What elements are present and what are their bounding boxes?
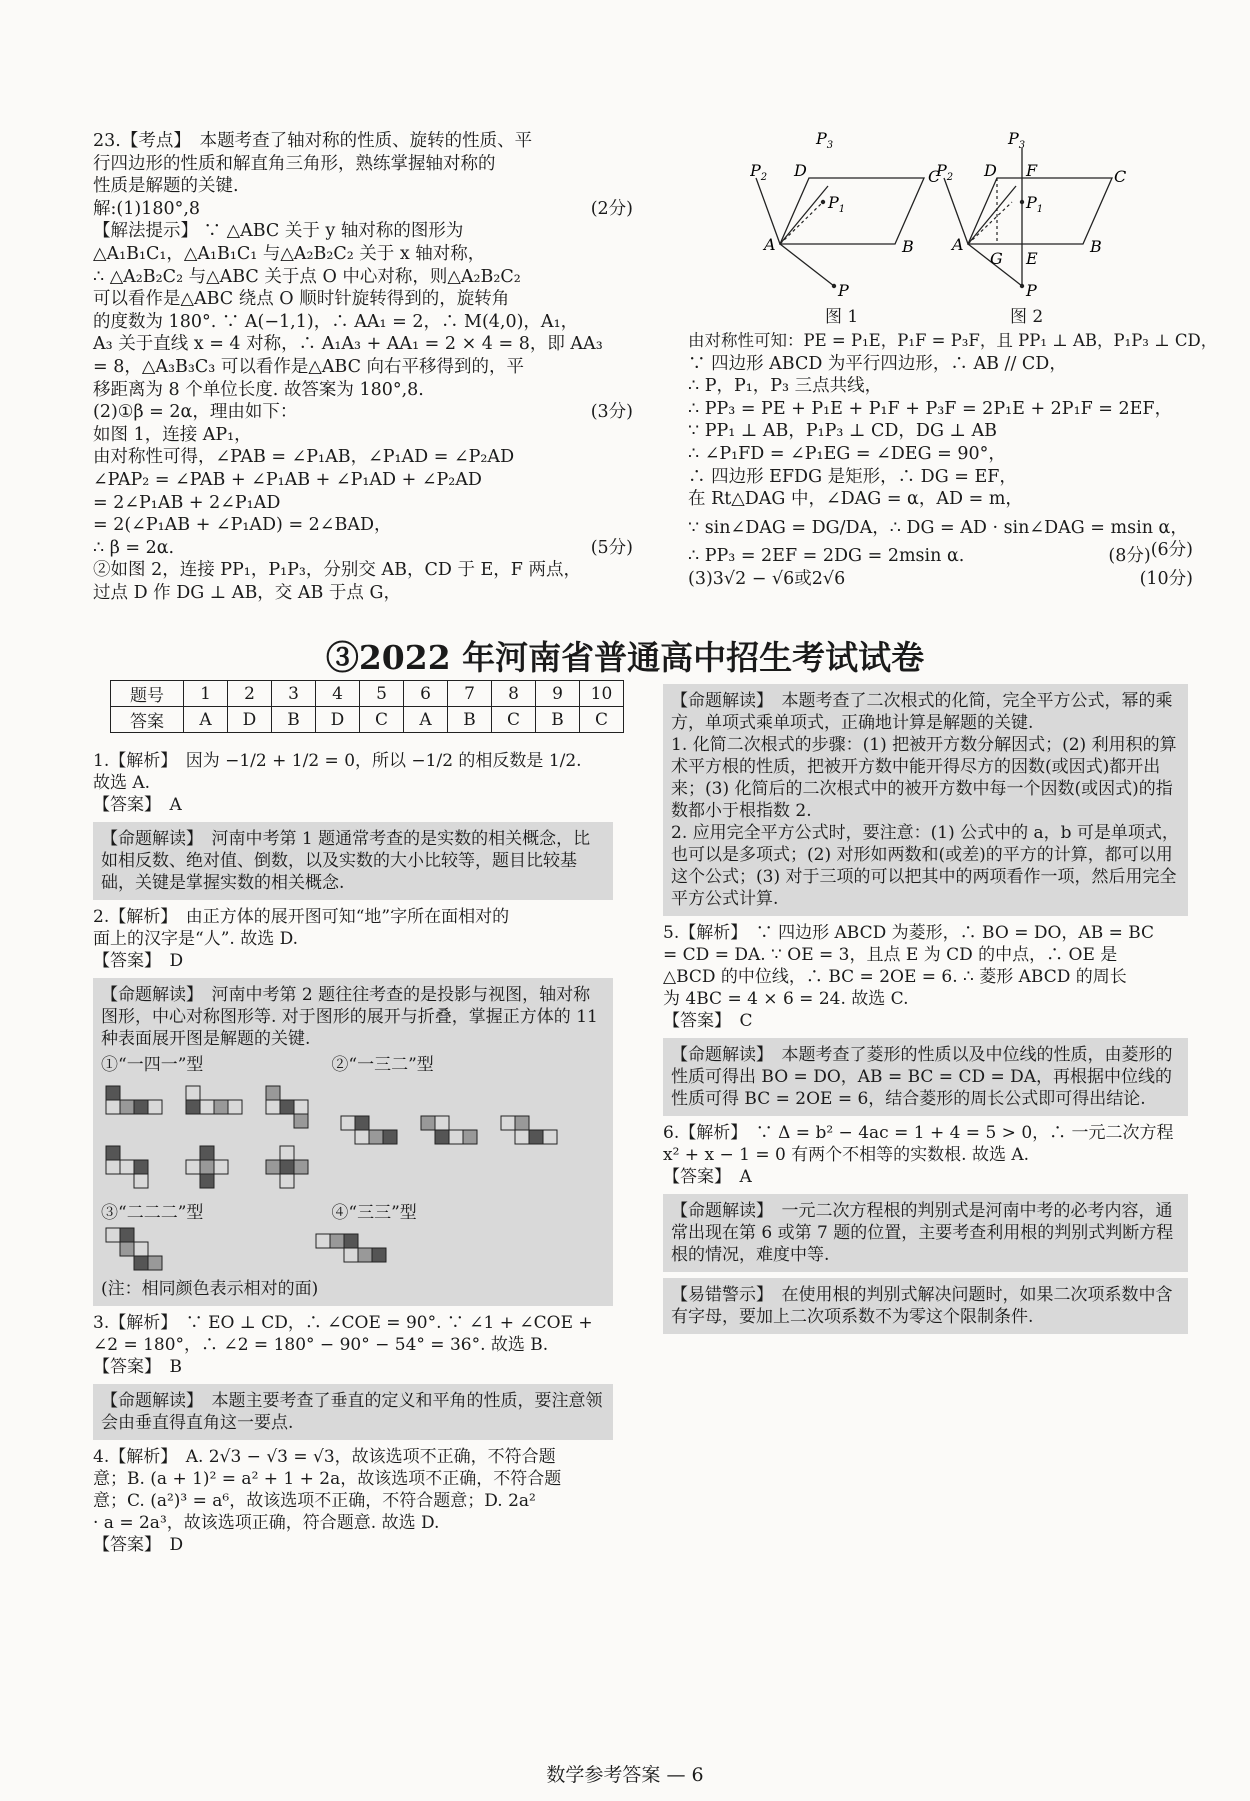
q23-line: 行四边形的性质和解直角三角形，熟练掌握轴对称的: [93, 153, 496, 174]
q6-reading: [663, 1194, 1188, 1272]
part2-line: = 2(∠P₁AB + ∠P₁AD) = 2∠BAD，: [93, 515, 392, 536]
number-cell: 5: [360, 681, 404, 707]
q2-reading-text: 【命题解读】 河南中考第 2 题往往考查的是投影与视图，轴对称图形，中心对称图形等. 对于图形的展开与折叠，掌握正方体的 11 种表面展开图是解题的关键.: [101, 985, 598, 1049]
q2-line: 2.【解析】 由正方体的展开图可知“地”字所在面相对的: [93, 907, 510, 927]
page-footer: 数学参考答案 — 6: [546, 1764, 704, 1786]
number-cell: 3: [272, 681, 316, 707]
q4-line: 4.【解析】 A. 2√3 − √3 = √3，故该选项不正确，不符合题: [93, 1447, 556, 1467]
q5-line: = CD = DA. ∵ OE = 3，且点 E 为 CD 的中点，∴ OE 是: [663, 945, 1118, 965]
score: (5分): [590, 537, 633, 558]
q5-reading-text: 【命题解读】 本题考查了菱形的性质以及中位线的性质，由菱形的性质可得出 BO = DO，AB = BC = CD = DA，再根据中位线的性质可得 BC = 2OE = 6，结合菱形的周长公式即可得出结论.: [671, 1045, 1173, 1109]
reading-point-1: 1. 化简二次根式的步骤：(1) 把被开方数分解因式；(2) 利用积的算术平方根的性质，把被开方数中能开得尽方的因数(或因式)都开出来；(3) 化简后的二次根式中的被开方数中每一个因数(或因式)的指数都小于根指数 2.: [671, 735, 1177, 821]
answer-cell: C: [360, 707, 404, 733]
reading-point-2: 2. 应用完全平方公式时，要注意：(1) 公式中的 a，b 可是单项式，也可以是多项式；(2) 对形如两数和(或差)的平方的计算，都可以用这个公式；(3) 对于三项的可以把其中的两项看作一项，然后用完全平方公式计算.: [671, 823, 1179, 909]
right-line: 由对称性可知：PE = P₁E，P₁F = P₃F，且 PP₁ ⊥ AB，P₁P₃ ⊥ CD，: [688, 331, 1218, 350]
q4-line: 意；B. (a + 1)² = a² + 1 + 2a，故该选项不正确，不符合题: [93, 1469, 562, 1489]
q1-line: 故选 A.: [93, 773, 151, 793]
q6-line: 6.【解析】 ∵ Δ = b² − 4ac = 1 + 4 = 5 > 0，∴ 一元二次方程: [663, 1123, 1174, 1143]
section-title: ③2022 年河南省普通高中招生考试试卷: [325, 638, 925, 677]
svg-text:G: G: [990, 249, 1003, 268]
q23-left: [93, 130, 633, 604]
pp3-line: ∴ PP₃ = 2EF = 2DG = 2msin α.: [688, 546, 965, 567]
answer-table-row-numbers: [111, 681, 624, 707]
net-note: (注：相同颜色表示相对的面): [101, 1279, 319, 1299]
answer-cell: B: [272, 707, 316, 733]
number-cell: 4: [316, 681, 360, 707]
number-cell: 2: [228, 681, 272, 707]
figure-1-caption: 图 1: [825, 307, 859, 327]
q4-line: 意；C. (a²)³ = a⁶，故该选项不正确，不符合题意；D. 2a²: [93, 1491, 536, 1511]
q2-answer: 【答案】 D: [93, 951, 184, 971]
part2b-line: 过点 D 作 DG ⊥ AB，交 AB 于点 G，: [93, 582, 401, 603]
q6-warning: [663, 1278, 1188, 1334]
q23-line: 解:(1)180°,8: [93, 198, 201, 219]
figure-2: [935, 129, 1126, 300]
cube-nets-row2: [101, 1224, 601, 1272]
net-type-label: ④“三三”型: [331, 1203, 417, 1223]
q1-reading-text: 【命题解读】 河南中考第 1 题通常考查的是实数的相关概念，比如相反数、绝对值、倒数，以及实数的大小比较等，题目比较基础，关键是掌握实数的相关概念.: [101, 829, 591, 893]
cube-nets-row1: [101, 1076, 601, 1196]
right-line: ∴ 四边形 EFDG 是矩形，∴ DG = EF，: [688, 466, 1017, 487]
score: (8分): [1108, 546, 1151, 567]
q3-line: 3.【解析】 ∵ EO ⊥ CD，∴ ∠COE = 90°. ∵ ∠1 + ∠COE +: [93, 1313, 593, 1333]
hint-line: 可以看作是△ABC 绕点 O 顺时针旋转得到的，旋转角: [93, 289, 510, 310]
svg-text:E: E: [1026, 249, 1038, 268]
svg-text:P3: $P_3$: [816, 129, 834, 151]
q6-warning-text: 【易错警示】 在使用根的判别式解决问题时，如果二次项系数中含有字母，要加上二次项系数不为零这个限制条件.: [671, 1285, 1173, 1327]
net-type-label: ②“一三二”型: [331, 1055, 434, 1075]
hint-line: A₃ 关于直线 x = 4 对称，∴ A₁A₃ + AA₁ = 2 × 4 = 8，即 AA₃: [93, 334, 603, 355]
number-cell: 8: [492, 681, 536, 707]
svg-text:A: A: [952, 235, 964, 254]
part2b-line: ②如图 2，连接 PP₁，P₁P₃，分别交 AB，CD 于 E，F 两点，: [93, 560, 581, 581]
q3-reading: [93, 1384, 613, 1440]
answer-table: [110, 680, 624, 733]
score: (10分): [1139, 568, 1193, 589]
sin-line: ∵ sin∠DAG = DG/DA，∴ DG = AD · sin∠DAG = msin α，: [688, 517, 1188, 538]
answer-cell: B: [536, 707, 580, 733]
q23-line: 性质是解题的关键.: [93, 176, 239, 197]
svg-text:P: P: [838, 281, 849, 300]
answer-table-row-answers: [111, 707, 624, 733]
svg-text:D: D: [984, 161, 997, 180]
part3-line: (3)3√2 − √6或2√6: [688, 568, 846, 589]
q1-reading: [93, 822, 613, 900]
q5-line: 5.【解析】 ∵ 四边形 ABCD 为菱形，∴ BO = DO，AB = BC: [663, 923, 1155, 943]
hint-line: 【解法提示】 ∵ △ABC 关于 y 轴对称的图形为: [93, 221, 464, 242]
svg-text:C: C: [1114, 167, 1127, 186]
part2-line: = 2∠P₁AB + 2∠P₁AD: [93, 492, 281, 513]
right-line: ∴ P，P₁，P₃ 三点共线，: [688, 376, 883, 397]
svg-text:P1: $P_1$: [1026, 193, 1044, 215]
svg-text:P2: $P_2$: [936, 161, 954, 183]
q3-line: ∠2 = 180°，∴ ∠2 = 180° − 90° − 54° = 36°. 故选 B.: [93, 1335, 549, 1355]
part2-line: 由对称性可得，∠PAB = ∠P₁AB，∠P₁AD = ∠P₂AD: [93, 447, 515, 468]
svg-text:P1: $P_1$: [828, 193, 846, 215]
q2-line: 面上的汉字是“人”. 故选 D.: [93, 929, 299, 949]
hint-line: △A₁B₁C₁，△A₁B₁C₁ 与△A₂B₂C₂ 关于 x 轴对称，: [93, 243, 486, 264]
svg-text:B: B: [1090, 237, 1102, 256]
score: (2分): [590, 198, 633, 219]
hint-line: 移距离为 8 个单位长度. 故答案为 180°,8.: [93, 379, 424, 400]
q3-answer: 【答案】 B: [93, 1357, 182, 1377]
q1-line: 1.【解析】 因为 −1/2 + 1/2 = 0，所以 −1/2 的相反数是 1/2.: [93, 751, 582, 771]
svg-text:P2: $P_2$: [750, 161, 768, 183]
number-cell: 7: [448, 681, 492, 707]
part2-head: (2)①β = 2α，理由如下：: [93, 402, 298, 423]
table-header-cell: 答案: [111, 707, 184, 733]
q4-answer: 【答案】 D: [93, 1535, 184, 1555]
right-line: ∵ 四边形 ABCD 为平行四边形，∴ AB // CD，: [688, 353, 1067, 374]
svg-text:P3: $P_3$: [1008, 129, 1026, 151]
q6-answer: 【答案】 A: [663, 1167, 752, 1187]
q2-reading: [93, 978, 613, 1306]
q4-line: · a = 2a³，故该选项正确，符合题意. 故选 D.: [93, 1513, 440, 1533]
q23-line: 23.【考点】 本题考查了轴对称的性质、旋转的性质、平: [93, 131, 533, 151]
svg-text:C: C: [928, 167, 941, 186]
number-cell: 9: [536, 681, 580, 707]
answer-cell: C: [492, 707, 536, 733]
right-column: [663, 684, 1188, 1340]
q5-line: 为 4BC = 4 × 6 = 24. 故选 C.: [663, 989, 909, 1009]
q5-reading: [663, 1038, 1188, 1116]
q23-figures: [750, 128, 1150, 328]
score: (3分): [590, 402, 633, 423]
svg-text:D: D: [794, 161, 807, 180]
q1-answer: 【答案】 A: [93, 795, 182, 815]
svg-text:P: P: [1026, 281, 1037, 300]
answer-cell: A: [184, 707, 228, 733]
number-cell: 10: [580, 681, 624, 707]
answer-cell: B: [448, 707, 492, 733]
q4-reading-text: 【命题解读】 本题考查了二次根式的化简，完全平方公式，幂的乘方，单项式乘单项式，正确地计算是解题的关键.: [671, 691, 1173, 733]
answer-cell: C: [580, 707, 624, 733]
right-line: 在 Rt△DAG 中，∠DAG = α，AD = m，: [688, 489, 1023, 510]
net-type-label: ①“一四一”型: [101, 1055, 204, 1075]
right-line: ∵ PP₁ ⊥ AB，P₁P₃ ⊥ CD，DG ⊥ AB: [688, 421, 998, 442]
net-type-label: ③“二二二”型: [101, 1203, 204, 1223]
svg-text:A: A: [764, 235, 776, 254]
answer-cell: D: [228, 707, 272, 733]
figure-1: [750, 129, 940, 300]
svg-text:F: F: [1026, 161, 1038, 180]
answer-cell: D: [316, 707, 360, 733]
score: (6分): [1150, 540, 1193, 561]
part2-line: 如图 1，连接 AP₁，: [93, 424, 252, 445]
q3-reading-text: 【命题解读】 本题主要考查了垂直的定义和平角的性质，要注意领会由垂直得直角这一要点.: [101, 1391, 603, 1433]
beta-line: ∴ β = 2α.: [93, 537, 175, 558]
figure-2-caption: 图 2: [1010, 307, 1044, 327]
hint-line: 的度数为 180°. ∵ A(−1,1)，∴ AA₁ = 2，∴ M(4,0)，A₁，: [93, 311, 579, 332]
answer-cell: A: [404, 707, 448, 733]
right-line: ∴ PP₃ = PE + P₁E + P₁F + P₃F = 2P₁E + 2P₁F = 2EF，: [688, 398, 1173, 419]
q6-reading-text: 【命题解读】 一元二次方程根的判别式是河南中考的必考内容，通常出现在第 6 或第 7 题的位置，主要考查利用根的判别式判断方程根的情况，难度中等.: [671, 1201, 1174, 1265]
q6-line: x² + x − 1 = 0 有两个不相等的实数根. 故选 A.: [663, 1145, 1030, 1165]
number-cell: 1: [184, 681, 228, 707]
table-header-cell: 题号: [111, 681, 184, 707]
hint-line: = 8，△A₃B₃C₃ 可以看作是△ABC 向右平移得到的，平: [93, 356, 525, 377]
number-cell: 6: [404, 681, 448, 707]
left-column: [93, 750, 613, 1556]
svg-text:B: B: [902, 237, 914, 256]
q5-answer: 【答案】 C: [663, 1011, 753, 1031]
hint-line: ∴ △A₂B₂C₂ 与△ABC 关于点 O 中心对称，则△A₂B₂C₂: [93, 266, 521, 287]
q4-reading: [663, 684, 1188, 916]
q5-line: △BCD 的中位线，∴ BC = 2OE = 6. ∴ 菱形 ABCD 的周长: [663, 967, 1127, 987]
right-line: ∴ ∠P₁FD = ∠P₁EG = ∠DEG = 90°，: [688, 443, 1006, 464]
part2-line: ∠PAP₂ = ∠PAB + ∠P₁AB + ∠P₁AD + ∠P₂AD: [93, 469, 482, 490]
q23-right: [688, 330, 1218, 591]
